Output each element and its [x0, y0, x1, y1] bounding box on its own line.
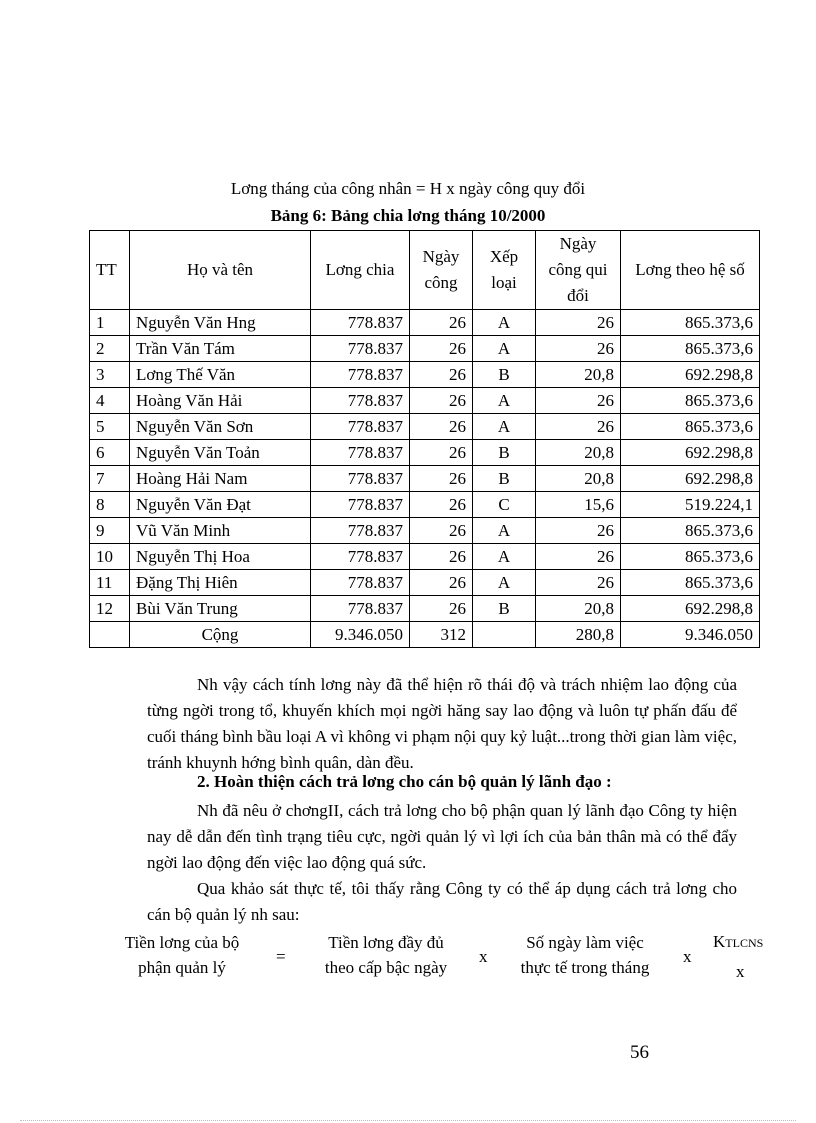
row-luong-chia: 778.837	[311, 518, 410, 544]
row-name: Nguyễn Văn Đạt	[130, 492, 311, 518]
section-heading-2: 2. Hoàn thiện cách trả lơng cho cán bộ quản lý lãnh đạo :	[197, 772, 612, 791]
page-bottom-rule	[20, 1120, 796, 1121]
row-tt: 9	[90, 518, 130, 544]
row-luong-chia: 778.837	[311, 570, 410, 596]
row-quy-doi: 26	[536, 414, 621, 440]
row-ngay-cong: 26	[410, 570, 473, 596]
row-luong-chia: 778.837	[311, 414, 410, 440]
table-total-row	[90, 622, 760, 648]
row-he-so: 692.298,8	[621, 362, 760, 388]
row-ngay-cong: 26	[410, 596, 473, 622]
formula-lhs	[102, 930, 262, 980]
row-name: Trần Văn Tám	[130, 336, 311, 362]
row-name: Đặng Thị Hiên	[130, 570, 311, 596]
row-tt: 5	[90, 414, 130, 440]
row-quy-doi: 26	[536, 544, 621, 570]
row-tt: 3	[90, 362, 130, 388]
row-luong-chia: 778.837	[311, 310, 410, 336]
header-xep-loai: Xếp loại	[473, 231, 536, 310]
row-name: Nguyễn Văn Hng	[130, 310, 311, 336]
row-xep-loai: A	[473, 414, 536, 440]
table-row	[90, 570, 760, 596]
formula-term-1-line2: theo cấp bậc ngày	[324, 958, 448, 977]
row-he-so: 692.298,8	[621, 440, 760, 466]
header-luong-chia: Lơng chia	[311, 231, 410, 310]
salary-formula-line: Lơng tháng của công nhân = H x ngày công quy đổi	[230, 179, 586, 198]
row-tt: 7	[90, 466, 130, 492]
formula-k-coefficient	[713, 929, 763, 956]
row-he-so: 865.373,6	[621, 336, 760, 362]
row-ngay-cong: 26	[410, 414, 473, 440]
row-name: Vũ Văn Minh	[130, 518, 311, 544]
row-tt: 12	[90, 596, 130, 622]
row-xep-loai: B	[473, 362, 536, 388]
row-luong-chia: 778.837	[311, 466, 410, 492]
row-tt: 8	[90, 492, 130, 518]
table-row	[90, 362, 760, 388]
header-tt: TT	[90, 231, 130, 310]
row-tt: 4	[90, 388, 130, 414]
row-quy-doi: 20,8	[536, 362, 621, 388]
row-luong-chia: 778.837	[311, 362, 410, 388]
table-header-row	[90, 231, 760, 310]
row-ngay-cong: 312	[410, 622, 473, 648]
row-xep-loai: A	[473, 544, 536, 570]
row-xep-loai: A	[473, 388, 536, 414]
formula-times-1: x	[479, 947, 488, 966]
table-caption: Bảng 6: Bảng chia lơng tháng 10/2000	[270, 206, 546, 225]
row-quy-doi: 26	[536, 518, 621, 544]
row-he-so: 865.373,6	[621, 414, 760, 440]
table-row	[90, 388, 760, 414]
table-row	[90, 544, 760, 570]
row-xep-loai: C	[473, 492, 536, 518]
header-he-so: Lơng theo hệ số	[621, 231, 760, 310]
formula-lhs-line1: Tiền lơng của bộ	[124, 933, 240, 952]
paragraph-1: Nh vậy cách tính lơng này đã thể hiện rõ thái độ và trách nhiệm lao động của từng ngời trong tổ, khuyến khích mọi ngời hăng say lao động và luôn tự phấn đấu để cuối tháng bình bầu loại A vì không vi phạm nội quy kỷ luật...trong thời gian làm việc, tránh khuynh hớng bình quân, dàn đều.	[147, 675, 737, 772]
header-ngay-cong: Ngày công	[410, 231, 473, 310]
row-xep-loai: A	[473, 570, 536, 596]
header-name: Họ và tên	[130, 231, 311, 310]
row-he-so: 692.298,8	[621, 466, 760, 492]
formula-k-sub: TLCNS	[725, 936, 764, 950]
row-luong-chia: 778.837	[311, 492, 410, 518]
row-name: Hoàng Văn Hải	[130, 388, 311, 414]
row-quy-doi: 280,8	[536, 622, 621, 648]
paragraph-3: Qua khảo sát thực tế, tôi thấy rằng Công ty có thể áp dụng cách trả lơng cho cán bộ quản lý nh sau:	[147, 879, 737, 924]
header-quy-doi: Ngày công qui đổi	[536, 231, 621, 310]
formula-term-2	[505, 930, 665, 980]
row-luong-chia: 778.837	[311, 440, 410, 466]
row-quy-doi: 26	[536, 310, 621, 336]
row-tt: 1	[90, 310, 130, 336]
row-quy-doi: 26	[536, 570, 621, 596]
table-row	[90, 414, 760, 440]
formula-term-1	[306, 930, 466, 980]
row-he-so: 865.373,6	[621, 518, 760, 544]
table-row	[90, 336, 760, 362]
row-he-so: 692.298,8	[621, 596, 760, 622]
row-luong-chia: 778.837	[311, 596, 410, 622]
row-ngay-cong: 26	[410, 362, 473, 388]
row-luong-chia: 778.837	[311, 388, 410, 414]
row-ngay-cong: 26	[410, 336, 473, 362]
page-number: 56	[630, 1042, 649, 1063]
row-ngay-cong: 26	[410, 492, 473, 518]
table-row	[90, 492, 760, 518]
row-ngay-cong: 26	[410, 440, 473, 466]
row-tt: 2	[90, 336, 130, 362]
row-quy-doi: 20,8	[536, 596, 621, 622]
formula-x-below: x	[736, 962, 745, 981]
table-row	[90, 518, 760, 544]
row-quy-doi: 26	[536, 388, 621, 414]
salary-table	[89, 230, 760, 648]
row-ngay-cong: 26	[410, 466, 473, 492]
row-xep-loai: B	[473, 596, 536, 622]
formula-term-1-line1: Tiền lơng đầy đủ	[328, 933, 444, 952]
row-he-so: 9.346.050	[621, 622, 760, 648]
row-he-so: 865.373,6	[621, 310, 760, 336]
row-he-so: 865.373,6	[621, 388, 760, 414]
row-name: Nguyễn Văn Sơn	[130, 414, 311, 440]
row-xep-loai: B	[473, 466, 536, 492]
formula-term-2-line2: thực tế trong tháng	[520, 958, 650, 977]
row-name: Lơng Thế Văn	[130, 362, 311, 388]
row-name: Nguyễn Văn Toản	[130, 440, 311, 466]
row-he-so: 519.224,1	[621, 492, 760, 518]
row-quy-doi: 20,8	[536, 440, 621, 466]
row-tt: 11	[90, 570, 130, 596]
row-quy-doi: 15,6	[536, 492, 621, 518]
row-ngay-cong: 26	[410, 544, 473, 570]
row-quy-doi: 20,8	[536, 466, 621, 492]
row-he-so: 865.373,6	[621, 570, 760, 596]
formula-equals: =	[276, 947, 286, 966]
row-xep-loai: A	[473, 310, 536, 336]
table-row	[90, 596, 760, 622]
formula-term-2-line1: Số ngày làm việc	[526, 933, 644, 952]
row-quy-doi: 26	[536, 336, 621, 362]
row-luong-chia: 778.837	[311, 336, 410, 362]
table-row	[90, 310, 760, 336]
row-name: Cộng	[130, 622, 311, 648]
row-tt: 10	[90, 544, 130, 570]
row-luong-chia: 778.837	[311, 544, 410, 570]
row-tt	[90, 622, 130, 648]
paragraph-2: Nh đã nêu ở chơngII, cách trả lơng cho bộ phận quan lý lãnh đạo Công ty hiện nay dễ dẫn đến tình trạng tiêu cực, ngời quản lý vì lợi ích của bản thân mà có thể đẩy ngời lao động đến việc lao động quá sức.	[147, 801, 737, 872]
row-ngay-cong: 26	[410, 518, 473, 544]
row-xep-loai: A	[473, 336, 536, 362]
table-row	[90, 440, 760, 466]
formula-times-2: x	[683, 947, 692, 966]
formula-k-main: K	[713, 932, 726, 951]
row-ngay-cong: 26	[410, 310, 473, 336]
row-xep-loai	[473, 622, 536, 648]
formula-lhs-line2: phận quản lý	[138, 958, 226, 977]
row-name: Nguyễn Thị Hoa	[130, 544, 311, 570]
row-xep-loai: A	[473, 518, 536, 544]
row-ngay-cong: 26	[410, 388, 473, 414]
row-tt: 6	[90, 440, 130, 466]
table-row	[90, 466, 760, 492]
row-name: Bùi Văn Trung	[130, 596, 311, 622]
row-name: Hoàng Hải Nam	[130, 466, 311, 492]
row-he-so: 865.373,6	[621, 544, 760, 570]
row-xep-loai: B	[473, 440, 536, 466]
row-luong-chia: 9.346.050	[311, 622, 410, 648]
